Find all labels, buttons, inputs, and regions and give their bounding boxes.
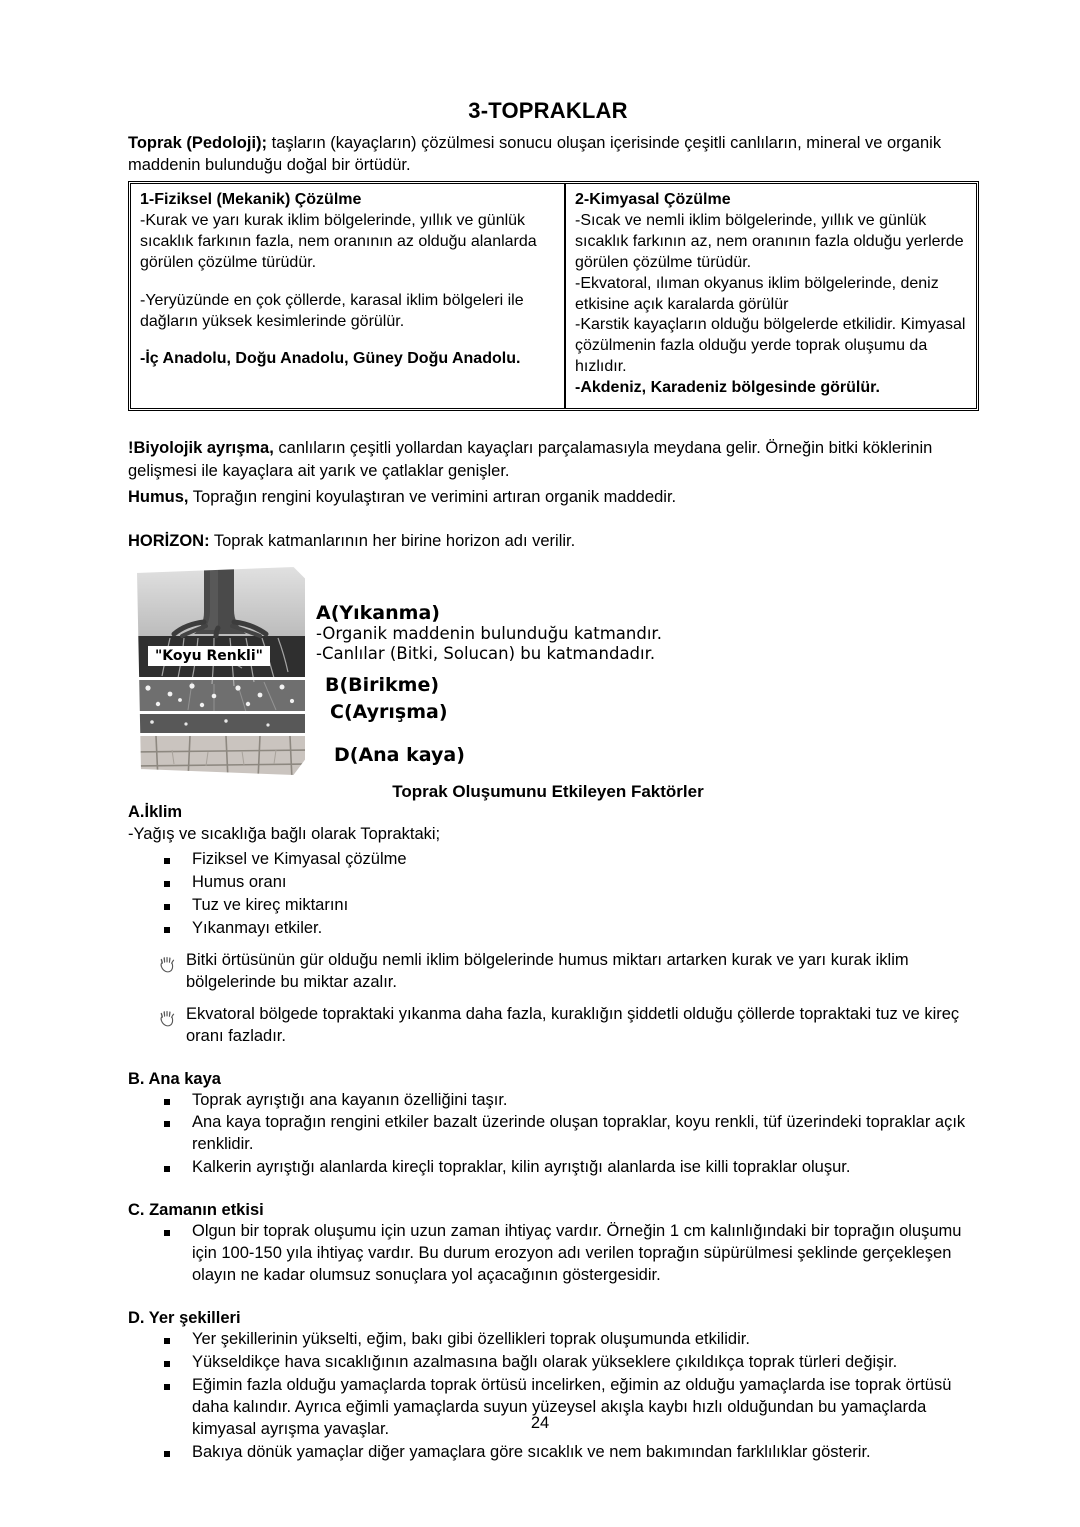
page-content xyxy=(128,98,968,1465)
fiziksel-regions: -İç Anadolu, Doğu Anadolu, Güney Doğu Anadolu. xyxy=(140,350,521,368)
factors-section-title: Toprak Oluşumunu Etkileyen Faktörler xyxy=(392,781,704,801)
list-item: Tuz ve kireç miktarını xyxy=(164,895,968,917)
section-b-bullet-list xyxy=(128,1090,968,1180)
soil-profile-svg xyxy=(134,564,310,779)
soil-profile-illustration xyxy=(134,564,310,779)
intro-paragraph xyxy=(128,132,968,176)
koyu-renkli-label: "Koyu Renkli" xyxy=(148,646,270,666)
section-a-bullet-list xyxy=(128,849,968,940)
biyolojik-rest: canlıların çeşitli yollardan kayaçları parçalamasıyla meydana gelir. Örneğin bitki köklerinin gelişmesi ile kayaçlara ait yarık ve çatlaklar genişler. xyxy=(128,439,933,480)
cozulme-comparison-table xyxy=(128,181,979,412)
layer-b-title: B(Birikme) xyxy=(325,674,440,697)
page-title: 3-TOPRAKLAR xyxy=(468,98,628,123)
layer-a-title: A(Yıkanma) xyxy=(316,601,440,624)
kimyasal-line-3: -Karstik kayaçların olduğu bölgelerde etkilidir. Kimyasal çözülmenin fazla olduğu yerde toprak oluşumu da hızlıdır. xyxy=(575,316,966,375)
fiziksel-heading: 1-Fiziksel (Mekanik) Çözülme xyxy=(140,190,362,208)
list-item: Ana kaya toprağın rengini etkiler bazalt üzerinde oluşan topraklar, koyu renkli, tüf üzerindeki topraklar açık renklidir. xyxy=(164,1112,968,1156)
list-item: Yıkanmayı etkiler. xyxy=(164,918,968,940)
list-item: Kalkerin ayrıştığı alanlarda kireçli topraklar, kilin ayrıştığı alanlarda ise killi topraklar oluşur. xyxy=(164,1157,968,1179)
section-a-heading: A.İklim xyxy=(128,802,183,821)
layer-c-title: C(Ayrışma) xyxy=(330,700,448,723)
horizon-paragraph xyxy=(128,530,968,552)
fiziksel-gap-2 xyxy=(140,332,555,349)
hand-note-2-text: Ekvatoral bölgede topraktaki yıkanma daha fazla, kuraklığın şiddetli olduğu çöllerde topraktaki tuz ve kireç oranı fazladır. xyxy=(186,1004,960,1045)
section-d-bullet-list xyxy=(128,1329,968,1464)
list-item: Yer şekillerinin yükselti, eğim, bakı gibi özellikleri toprak oluşumunda etkilidir. xyxy=(164,1329,968,1351)
biyolojik-lead: !Biyolojik ayrışma, xyxy=(128,439,274,458)
section-c-heading: C. Zamanın etkisi xyxy=(128,1201,264,1220)
section-a-intro: -Yağış ve sıcaklığa bağlı olarak Topraktaki; xyxy=(128,824,441,843)
humus-paragraph xyxy=(128,486,968,508)
table-row xyxy=(131,184,976,409)
fiziksel-gap-1 xyxy=(140,274,555,291)
intro-rest: taşların (kayaçların) çözülmesi sonucu oluşan içerisinde çeşitli canlıların, mineral ve organik maddenin bulunduğu doğal bir örtüdür. xyxy=(128,134,942,175)
list-item: Yükseldikçe hava sıcaklığının azalmasına bağlı olarak yükseklere çıkıldıkça toprak türleri değişir. xyxy=(164,1352,968,1374)
layer-a-note-1: -Organik maddenin bulunduğu katmandır. xyxy=(316,624,662,644)
kimyasal-regions: -Akdeniz, Karadeniz bölgesinde görülür. xyxy=(575,378,880,396)
section-d-heading: D. Yer şekilleri xyxy=(128,1309,241,1328)
section-c-bullet-list xyxy=(128,1221,968,1287)
humus-rest: Toprağın rengini koyulaştıran ve verimini artıran organik maddedir. xyxy=(188,487,677,506)
biyolojik-ayrisma-paragraph xyxy=(128,437,968,481)
list-item: Fiziksel ve Kimyasal çözülme xyxy=(164,849,968,871)
list-item: Toprak ayrıştığı ana kayanın özelliğini taşır. xyxy=(164,1090,968,1112)
hand-note-1 xyxy=(128,950,968,994)
soil-horizon-figure xyxy=(134,564,734,782)
page-number: 24 xyxy=(530,1414,550,1432)
hand-note-1-text: Bitki örtüsünün gür olduğu nemli iklim bölgelerinde humus miktarı artarken kurak ve yarı kurak iklim bölgelerinde bu miktar azalır. xyxy=(186,950,909,991)
section-b-heading: B. Ana kaya xyxy=(128,1069,221,1088)
list-item: Bakıya dönük yamaçlar diğer yamaçlara göre sıcaklık ve nem bakımından farklılıklar gösterir. xyxy=(164,1442,968,1464)
table-cell-kimyasal-cozulme xyxy=(566,184,976,409)
spacer xyxy=(128,512,968,530)
layer-a-note-2: -Canlılar (Bitki, Solucan) bu katmandadır. xyxy=(316,643,656,663)
humus-lead: Humus, xyxy=(128,487,189,506)
list-item: Olgun bir toprak oluşumu için uzun zaman ihtiyaç vardır. Örneğin 1 cm kalınlığındaki bir toprağın oluşumu için 100-150 yıla ihtiyaç vardır. Bu durum erozyon adı verilen toprağın süpürülmesi şeklinde gerçekleşen olayın ne kadar olumsuz sonuçlara yol açacağının göstergesidir. xyxy=(164,1221,968,1287)
kimyasal-heading: 2-Kimyasal Çözülme xyxy=(575,190,731,208)
fiziksel-line-2: -Yeryüzünde en çok çöllerde, karasal iklim bölgeleri ile dağların yüksek kesimlerinde görülür. xyxy=(140,291,524,330)
hand-note-2 xyxy=(128,1004,968,1048)
intro-lead: Toprak (Pedoloji); xyxy=(128,134,268,153)
list-item: Eğimin fazla olduğu yamaçlarda toprak örtüsü incelirken, eğimin az olduğu yamaçlarda ise toprak örtüsü daha kalındır. Ayrıca eğimli yamaçlarda suyun yüzeysel akışla kaybı hızlı olduğundan bu yamaçlarda kimyasal ayrışma yavaşlar. xyxy=(164,1375,968,1441)
horizon-rest: Toprak katmanlarının her birine horizon adı verilir. xyxy=(209,531,576,550)
kimyasal-line-2: -Ekvatoral, ılıman okyanus iklim bölgelerinde, deniz etkisine açık karalarda görülür xyxy=(575,274,939,313)
horizon-lead: HORİZON: xyxy=(128,531,210,550)
hand-icon xyxy=(156,951,180,975)
kimyasal-line-1: -Sıcak ve nemli iklim bölgelerinde, yıllık ve günlük sıcaklık farkının az, nem oranının fazla olduğu yerlerde görülen çözülme türüdür. xyxy=(575,212,964,271)
soil-horizon-labels xyxy=(316,602,726,767)
table-cell-fiziksel-cozulme xyxy=(131,184,566,409)
hand-icon xyxy=(156,1005,180,1029)
list-item: Humus oranı xyxy=(164,872,968,894)
fiziksel-line-1: -Kurak ve yarı kurak iklim bölgelerinde, yıllık ve günlük sıcaklık farkının fazla, nem oranının az olduğu alanlarda görülen çözülme türüdür. xyxy=(140,212,537,271)
layer-d-title: D(Ana kaya) xyxy=(334,744,465,767)
